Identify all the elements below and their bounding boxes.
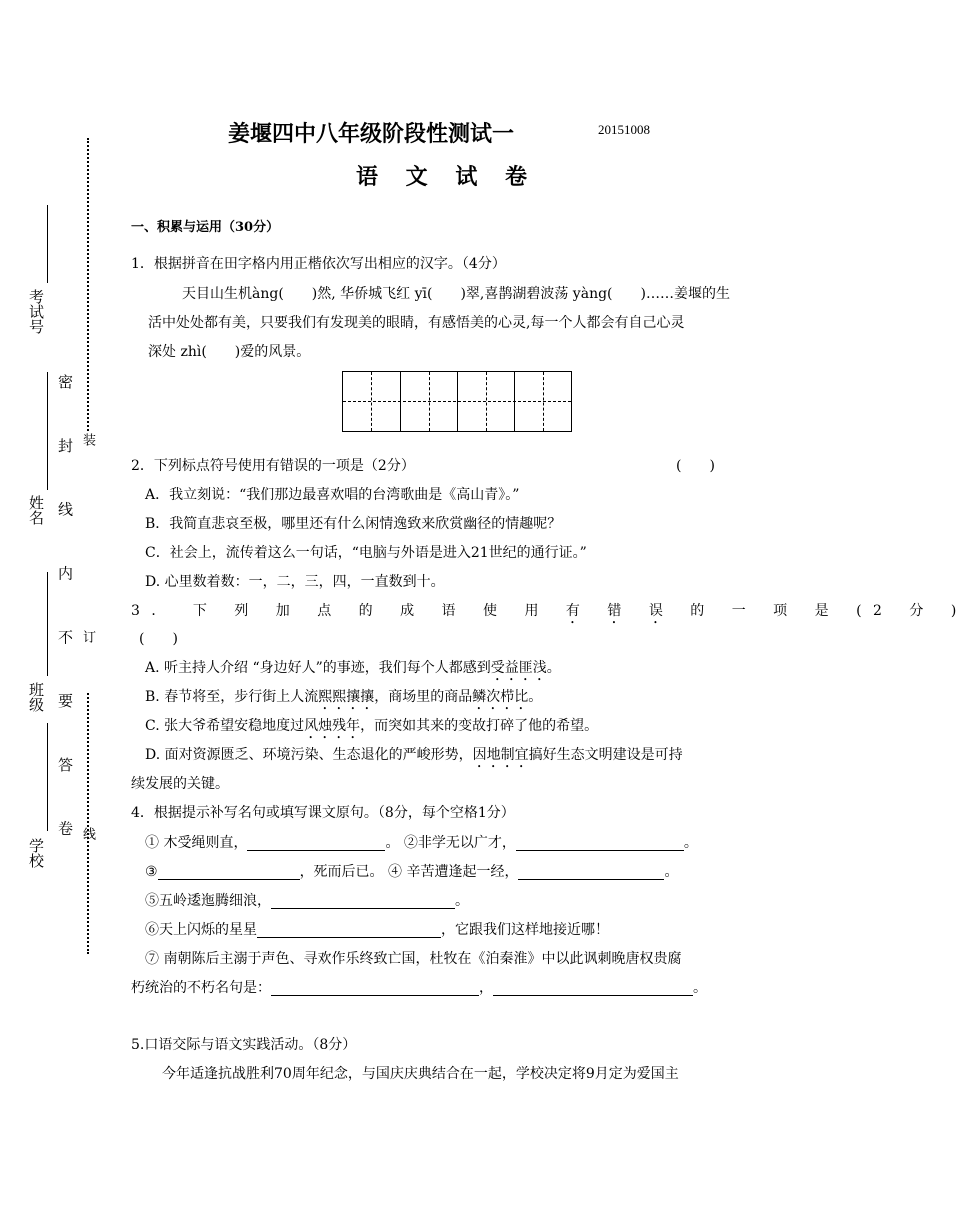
blank[interactable] — [271, 979, 479, 996]
label-xuexiao: 学校 — [27, 838, 45, 868]
blank[interactable] — [518, 863, 664, 880]
q2-answer-bracket: ( ) — [676, 458, 715, 474]
blank-xingming — [47, 372, 48, 490]
q3-option-a: A. 听主持人介绍 “身边好人”的事迹，我们每个人都感到受益匪浅。 — [145, 660, 561, 676]
label-xingming: 姓名 — [27, 495, 45, 525]
q4-item-6: ⑥天上闪烁的星星 ，它跟我们这样地接近哪！ — [145, 922, 609, 938]
binding-notice: 密 封 线 内 不 要 答 卷 — [56, 374, 74, 858]
q2-option-c: C．社会上，流传着这么一句话，“电脑与外语是进入21世纪的通行证。” — [145, 545, 587, 561]
q3-option-c: C. 张大爷希望安稳地度过风烛残年，而突如其来的变故打碎了他的希望。 — [145, 718, 599, 734]
q1-passage-line2: 活中处处都有美，只要我们有发现美的眼睛，有感悟美的心灵,每一个人都会有自己心灵 — [148, 315, 685, 331]
q1-stem: 1．根据拼音在田字格内用正楷依次写出相应的汉字。（4分） — [131, 256, 506, 272]
page-subtitle: 语 文 试 卷 — [356, 165, 537, 190]
q3-option-d: D. 面对资源匮乏、环境污染、生态退化的严峻形势，因地制宜搞好生态文明建设是可持 — [145, 747, 683, 763]
label-kaoshihao: 考试号 — [27, 289, 45, 334]
page-title: 姜堰四中八年级阶段性测试一 — [228, 122, 515, 147]
q1-passage-line1: 天目山生机àng( )然, 华侨城飞红 yī( )翠,喜鹊湖碧波荡 yàng( )……姜堰的生 — [182, 286, 730, 302]
exam-date: 20151008 — [598, 122, 650, 137]
q3-answer-bracket: ( ) — [139, 631, 178, 647]
binding-line-label: 装 订 线 — [80, 433, 95, 931]
q4-item-3-4: ③ ，死而后已。 ④ 辛苦遭逢起一经， 。 — [145, 864, 679, 880]
section-heading: 一、积累与运用（30分） — [131, 220, 280, 235]
q4-item-5: ⑤五岭逶迤腾细浪， 。 — [145, 893, 469, 909]
q5-stem: 5.口语交际与语文实践活动。（8分） — [131, 1037, 357, 1053]
blank-xuexiao — [47, 723, 48, 831]
tianzige-grid — [342, 371, 572, 432]
q3-option-d-cont: 续发展的关键。 — [131, 776, 229, 792]
blank[interactable] — [247, 834, 385, 851]
blank-banji — [47, 572, 48, 676]
label-banji: 班级 — [27, 682, 45, 712]
q3-stem: 3． 下 列 加 点 的 成 语 使 用 有 错 误 的 一 项 是 (2 分 ) — [131, 603, 968, 619]
blank[interactable] — [493, 979, 693, 996]
q2-option-b: B．我简直悲哀至极，哪里还有什么闲情逸致来欣赏幽径的情趣呢？ — [145, 516, 562, 532]
blank[interactable] — [257, 921, 441, 938]
q2-stem: 2．下列标点符号使用有错误的一项是（2分） — [131, 458, 415, 474]
q4-item-7-line2: 朽统治的不朽名句是： ， 。 — [131, 980, 707, 996]
q3-option-b: B. 春节将至，步行街上人流熙熙攘攘，商场里的商品鳞次栉比。 — [145, 689, 543, 705]
q5-passage-line1: 今年适逢抗战胜利70周年纪念，与国庆庆典结合在一起，学校决定将9月定为爱国主 — [162, 1066, 679, 1082]
q1-passage-line3: 深处 zhì( )爱的风景。 — [148, 344, 311, 360]
q4-item-1-2: ① 木受绳则直， 。 ②非学无以广才， 。 — [145, 835, 698, 851]
q2-option-d: D. 心里数着数：一，二，三，四，一直数到十。 — [145, 574, 445, 590]
q4-item-7-line1: ⑦ 南朝陈后主溺于声色、寻欢作乐终致亡国，杜牧在《泊秦淮》中以此讽刺晚唐权贵腐 — [145, 951, 682, 967]
blank[interactable] — [516, 834, 684, 851]
blank-kaoshihao — [47, 205, 48, 283]
q2-option-a: A．我立刻说：“我们那边最喜欢唱的台湾歌曲是《高山青》。” — [145, 487, 520, 503]
q4-stem: 4．根据提示补写名句或填写课文原句。（8分，每个空格1分） — [131, 805, 515, 821]
blank[interactable] — [158, 863, 300, 880]
blank[interactable] — [271, 892, 455, 909]
